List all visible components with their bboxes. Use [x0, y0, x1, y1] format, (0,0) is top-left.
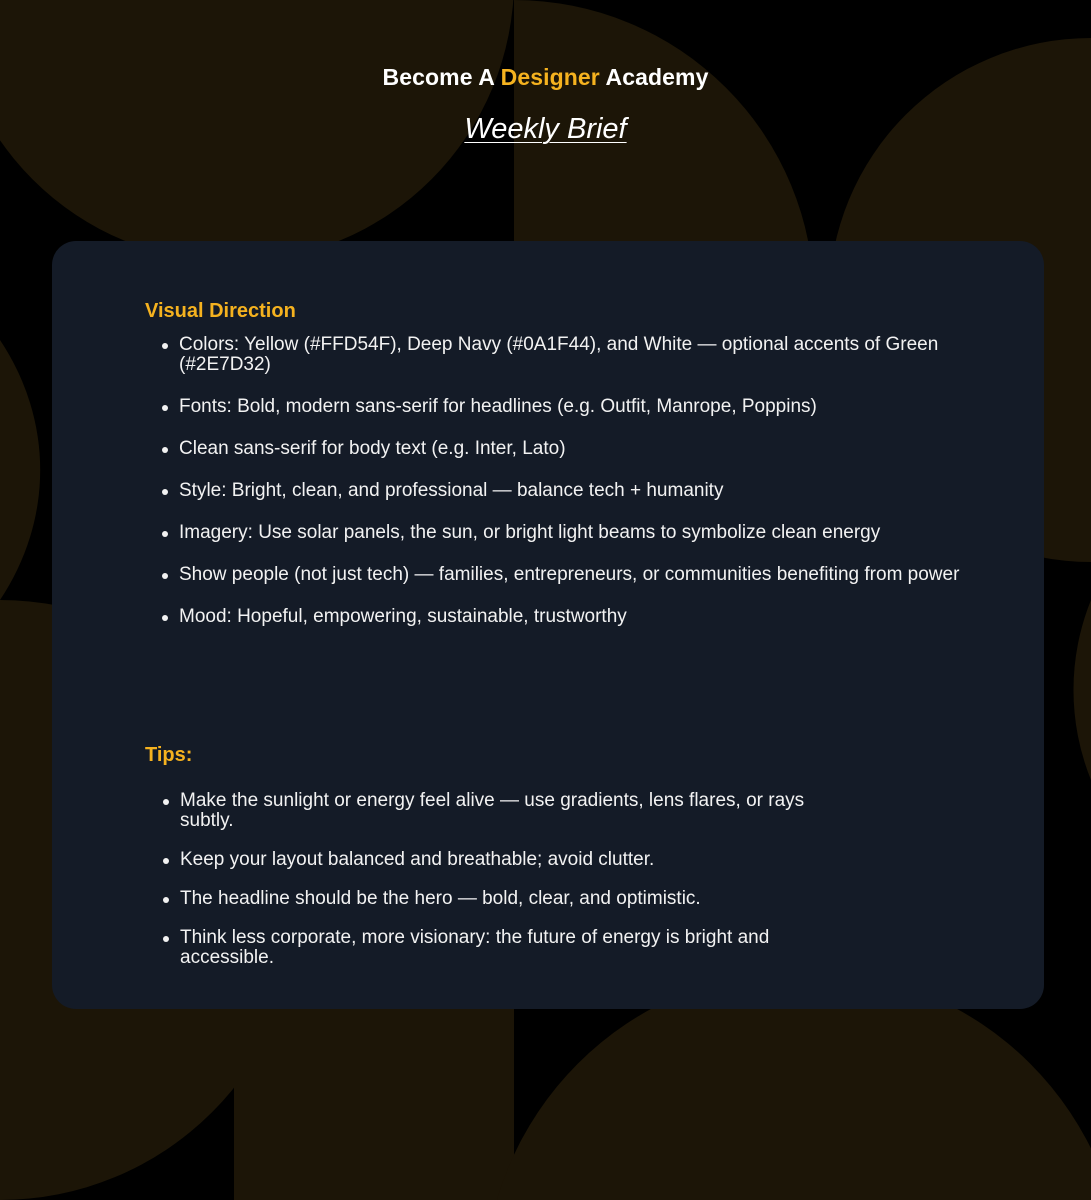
- list-item-text: Colors: Yellow (#FFD54F), Deep Navy (#0A1F44), and White — optional accents of Green (#2E7D32): [179, 334, 939, 375]
- title-suffix: Academy: [599, 64, 709, 90]
- title-prefix: Become A: [382, 64, 501, 90]
- list-item: [179, 565, 999, 585]
- list-item-text: Mood: Hopeful, empowering, sustainable, trustworthy: [179, 606, 627, 627]
- bullet-icon: [163, 799, 169, 805]
- bullet-icon: [163, 858, 169, 864]
- list-item-text: Style: Bright, clean, and professional — balance tech + humanity: [179, 480, 724, 501]
- title-accent: Designer: [500, 64, 600, 90]
- list-item: [179, 397, 999, 417]
- visual-direction-heading: Visual Direction: [145, 300, 296, 322]
- academy-title: [0, 62, 1091, 92]
- list-item: [179, 523, 999, 543]
- bullet-icon: [162, 343, 168, 349]
- list-item: [180, 928, 860, 968]
- list-item-text: Fonts: Bold, modern sans-serif for headlines (e.g. Outfit, Manrope, Poppins): [179, 396, 817, 417]
- list-item: [179, 607, 999, 627]
- bullet-icon: [162, 447, 168, 453]
- list-item: [180, 850, 860, 870]
- bullet-icon: [163, 936, 169, 942]
- list-item-text: The headline should be the hero — bold, clear, and optimistic.: [180, 888, 701, 909]
- visual-direction-list: [179, 335, 999, 649]
- weekly-brief-title: Weekly Brief: [464, 113, 627, 145]
- list-item-text: Imagery: Use solar panels, the sun, or bright light beams to symbolize clean energy: [179, 522, 881, 543]
- list-item-text: Clean sans-serif for body text (e.g. Inter, Lato): [179, 438, 566, 459]
- brief-card: [52, 241, 1044, 1009]
- list-item-text: Make the sunlight or energy feel alive — use gradients, lens flares, or rays subtly.: [180, 790, 805, 831]
- bullet-icon: [162, 573, 168, 579]
- list-item-text: Think less corporate, more visionary: the future of energy is bright and accessible.: [180, 927, 770, 968]
- list-item: [180, 791, 860, 831]
- list-item: [180, 889, 860, 909]
- list-item: [179, 481, 999, 501]
- bullet-icon: [162, 489, 168, 495]
- list-item: [179, 439, 999, 459]
- bullet-icon: [162, 615, 168, 621]
- bullet-icon: [162, 405, 168, 411]
- list-item-text: Keep your layout balanced and breathable; avoid clutter.: [180, 849, 655, 870]
- tips-heading: Tips:: [145, 744, 193, 766]
- list-item-text: Show people (not just tech) — families, entrepreneurs, or communities benefiting from power: [179, 564, 960, 585]
- tips-list: [180, 791, 860, 987]
- bullet-icon: [162, 531, 168, 537]
- bullet-icon: [163, 897, 169, 903]
- list-item: [179, 335, 999, 375]
